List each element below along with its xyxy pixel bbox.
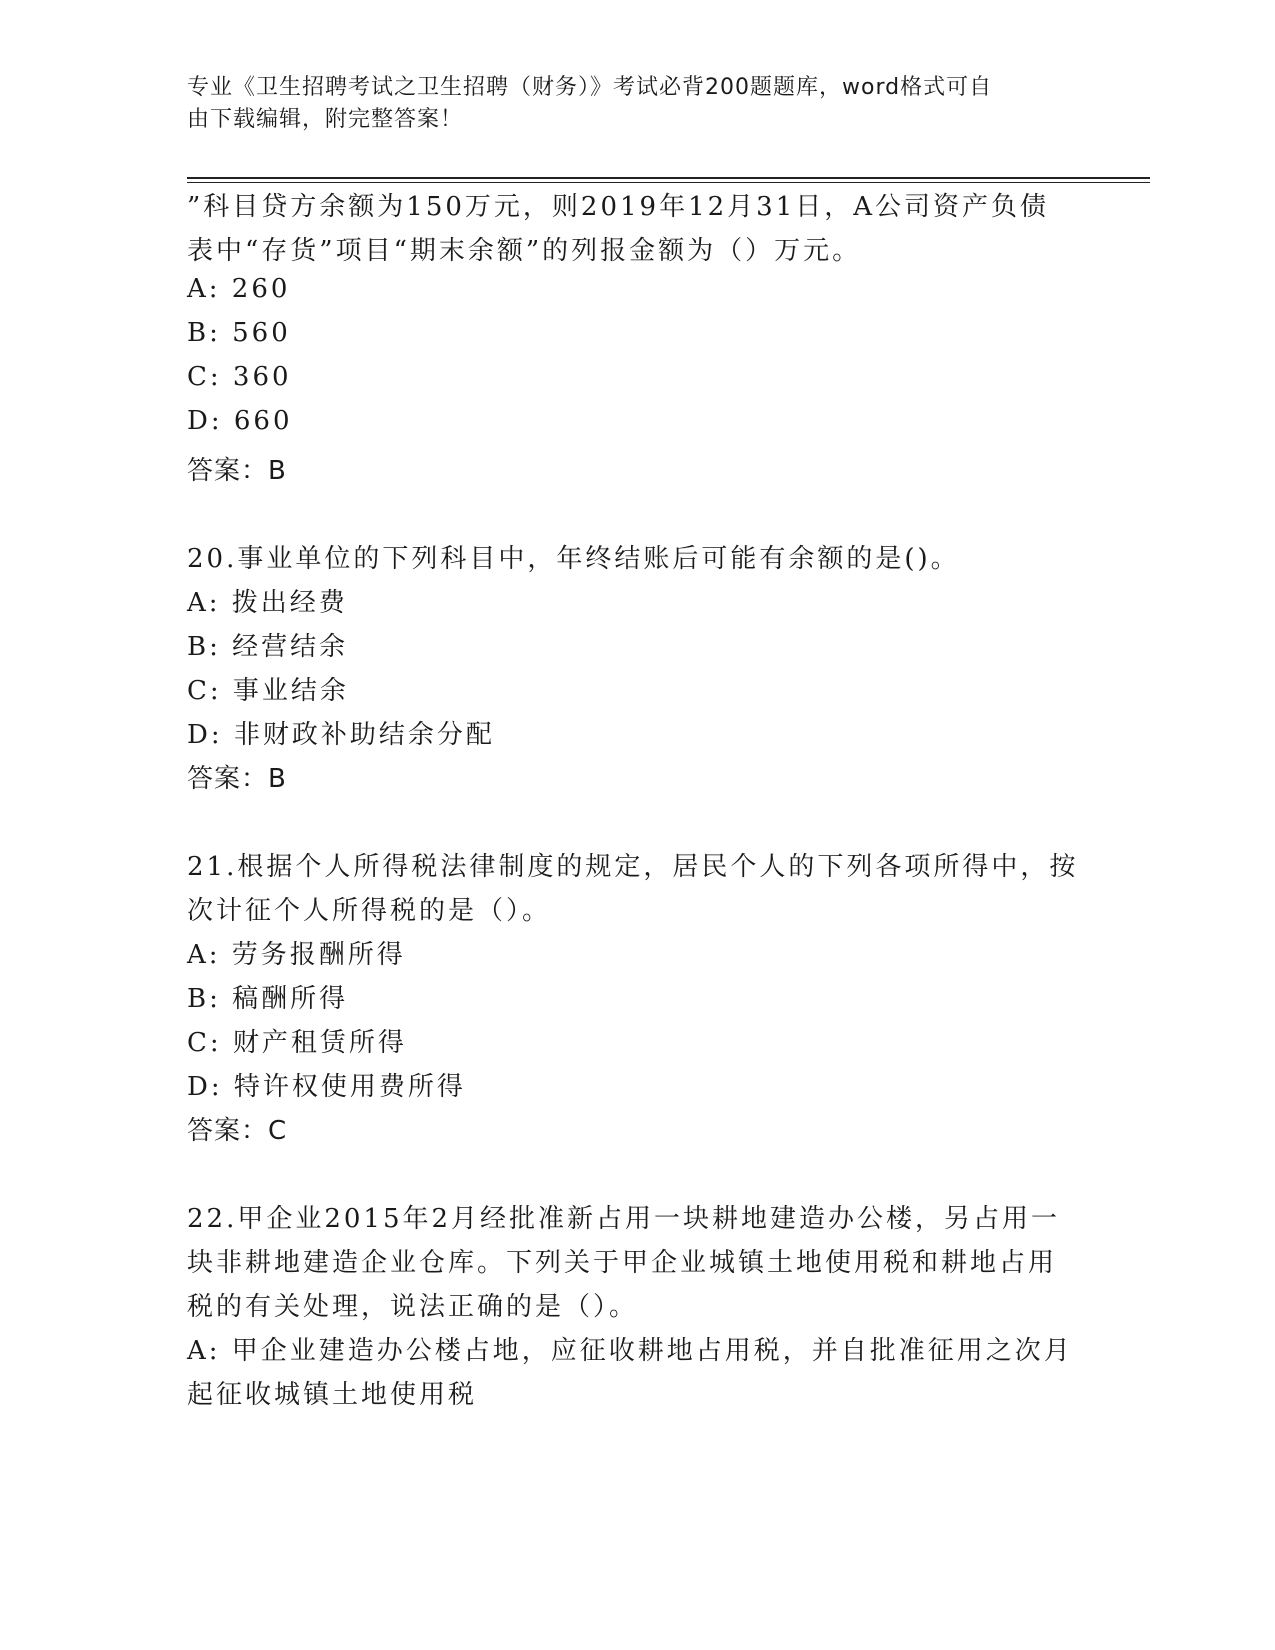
- q21-option-c: C: 财产租赁所得: [187, 1028, 407, 1058]
- q20-option-b: B: 经营结余: [187, 632, 349, 662]
- q19-option-c: C: 360: [187, 362, 292, 392]
- q21-option-b: B: 稿酬所得: [187, 984, 349, 1014]
- q21-option-d: D: 特许权使用费所得: [187, 1072, 466, 1102]
- header-line-2: 由下载编辑，附完整答案！: [187, 107, 464, 132]
- document-header: [187, 72, 1067, 136]
- q20-option-d: D: 非财政补助结余分配: [187, 720, 495, 750]
- q20-answer: 答案：B: [187, 764, 287, 794]
- q22-option-a-line-2: 起征收城镇土地使用税: [187, 1380, 478, 1410]
- q19-stem-line-1: ”科目贷方余额为150万元，则2019年12月31日，A公司资产负债: [187, 192, 1050, 222]
- q20-option-a: A: 拨出经费: [187, 588, 348, 618]
- header-line-1: 专业《卫生招聘考试之卫生招聘（财务）》考试必背200题题库，word格式可自: [187, 75, 993, 100]
- q22-stem-line-1: 22.甲企业2015年2月经批准新占用一块耕地建造办公楼，另占用一: [187, 1204, 1061, 1234]
- q20-stem-line-1: 20.事业单位的下列科目中，年终结账后可能有余额的是()。: [187, 544, 960, 574]
- header-rule-thin: [187, 182, 1150, 183]
- header-rule-thick: [187, 177, 1150, 179]
- q19-answer: 答案：B: [187, 456, 287, 486]
- q22-stem-line-2: 块非耕地建造企业仓库。下列关于甲企业城镇土地使用税和耕地占用: [187, 1248, 1058, 1278]
- q21-stem-line-1: 21.根据个人所得税法律制度的规定，居民个人的下列各项所得中，按: [187, 852, 1079, 882]
- q19-stem-line-2: 表中“存货”项目“期末余额”的列报金额为（）万元。: [187, 236, 862, 266]
- q21-option-a: A: 劳务报酬所得: [187, 940, 406, 970]
- q21-stem-line-2: 次计征个人所得税的是（）。: [187, 896, 552, 926]
- q20-option-c: C: 事业结余: [187, 676, 349, 706]
- q19-option-b: B: 560: [187, 318, 291, 348]
- q22-option-a-line-1: A: 甲企业建造办公楼占地，应征收耕地占用税，并自批准征用之次月: [187, 1336, 1073, 1366]
- q22-stem-line-3: 税的有关处理，说法正确的是（）。: [187, 1292, 639, 1322]
- q19-option-d: D: 660: [187, 406, 293, 436]
- q21-answer: 答案：C: [187, 1116, 288, 1146]
- q19-option-a: A: 260: [187, 274, 291, 304]
